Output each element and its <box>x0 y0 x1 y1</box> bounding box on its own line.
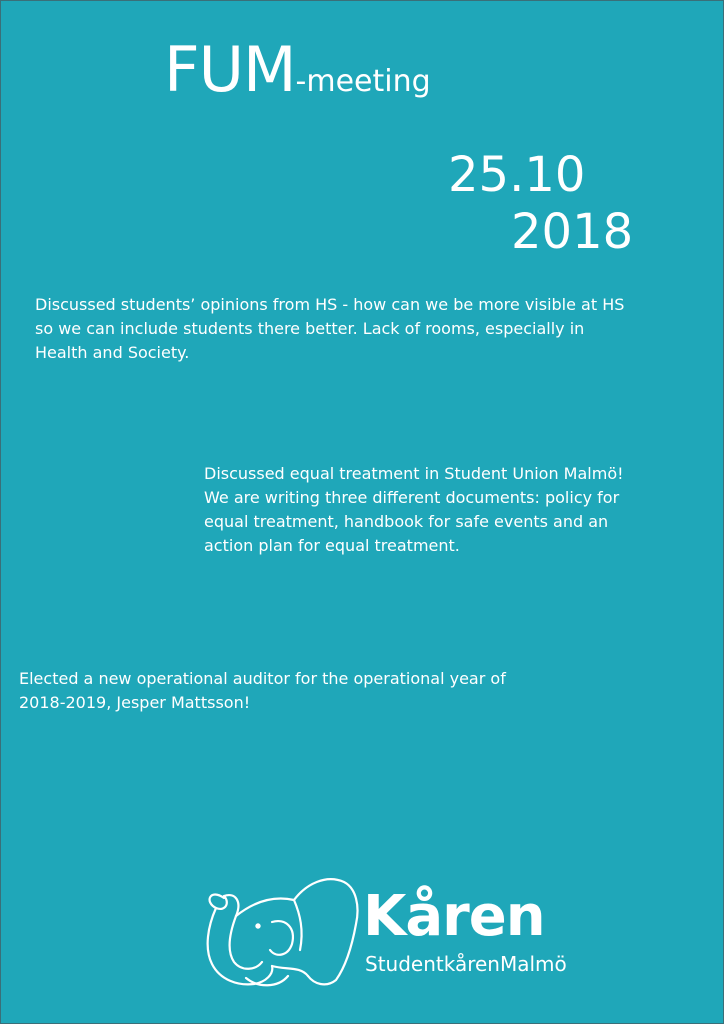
paragraph-equal-treatment: Discussed equal treatment in Student Union Malmö! We are writing three different documents: policy for equal treatment, handbook for safe events and an action plan for equal treatment. <box>204 464 624 555</box>
logo-sub-second: Malmö <box>499 952 567 976</box>
page-title <box>164 33 431 106</box>
logo-wordmark: Kåren <box>363 884 545 949</box>
meeting-date-year: 2018 <box>511 204 634 260</box>
paragraph-auditor-election: Elected a new operational auditor for the operational year of 2018-2019, Jesper Mattsson! <box>19 669 506 712</box>
logo-subtitle <box>365 954 567 974</box>
meeting-date-day: 25.10 <box>448 147 586 203</box>
title-suffix: -meeting <box>295 64 431 99</box>
paragraph-hs-opinions: Discussed students’ opinions from HS - how can we be more visible at HS so we can include students there better. Lack of rooms, especially in Health and Society. <box>35 295 625 362</box>
title-main: FUM <box>164 33 296 106</box>
logo-sub-first: Studentkåren <box>365 952 500 976</box>
